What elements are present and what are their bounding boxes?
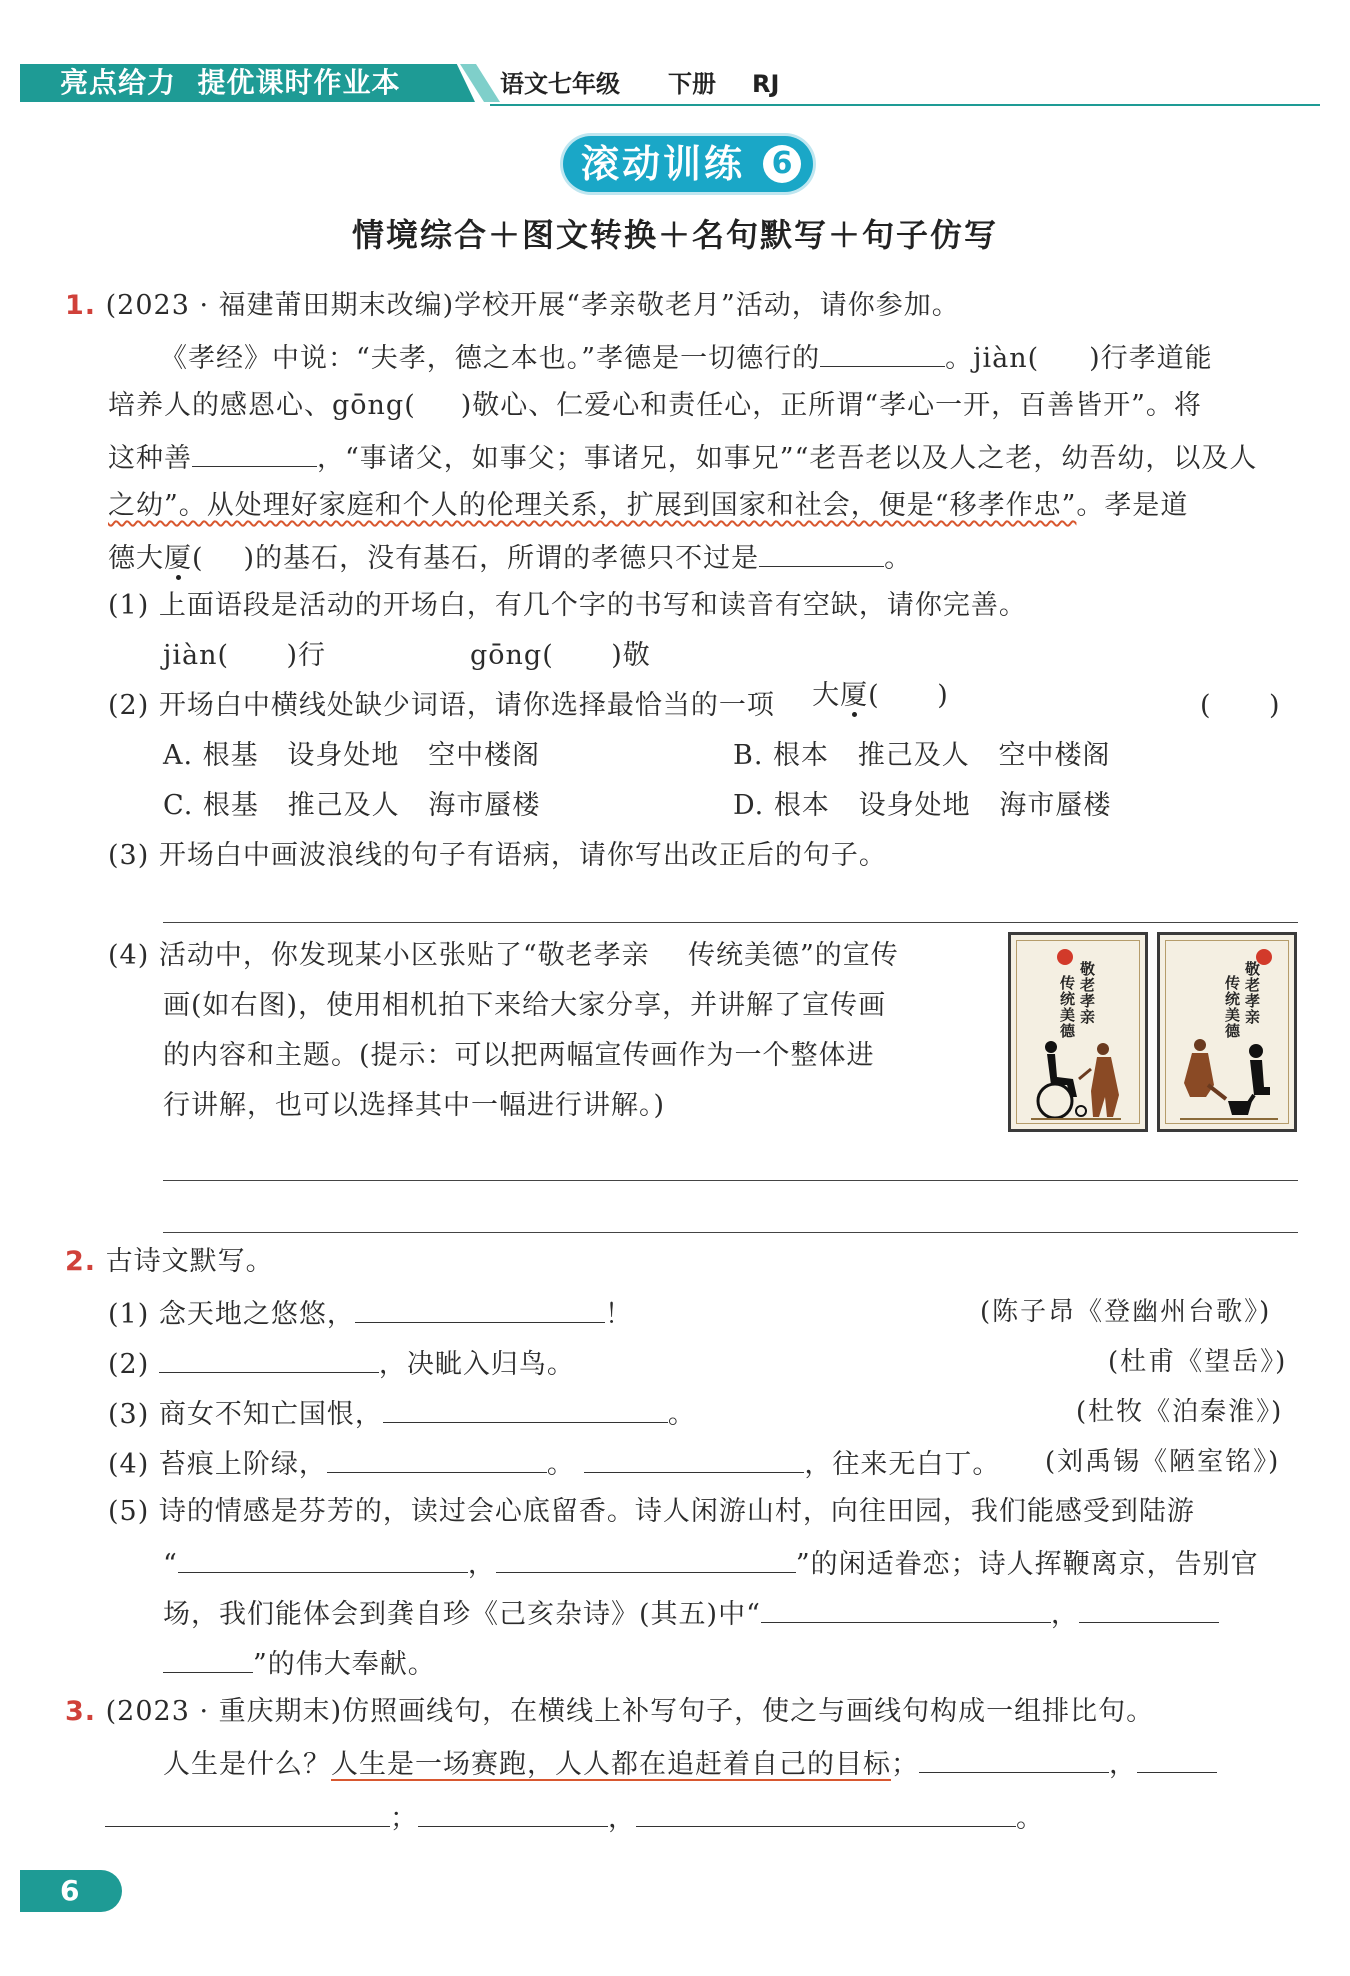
q3-line2 bbox=[105, 1796, 1044, 1839]
q3-blank-3[interactable] bbox=[105, 1796, 390, 1827]
q1-p3a: 这种善 bbox=[108, 443, 192, 474]
header-brand: 亮点给力 提优课时作业本 bbox=[60, 66, 401, 99]
q1-sub1-item-a[interactable]: jiàn( )行 bbox=[163, 640, 327, 671]
q2-blank-8[interactable] bbox=[761, 1592, 1051, 1623]
q2-l3-post: 。 bbox=[667, 1399, 696, 1430]
poster-right-footbath-figure-icon bbox=[1170, 1035, 1285, 1125]
section-subtitle: 情境综合＋图文转换＋名句默写＋句子仿写 bbox=[351, 216, 998, 254]
q2-l2-post: ，决眦入归鸟。 bbox=[378, 1349, 575, 1380]
q1-passage-line1 bbox=[160, 336, 1213, 379]
q1-sub4-line2: 画(如右图)，使用相机拍下来给大家分享，并讲解了宣传画 bbox=[163, 990, 887, 1021]
q3-l1-post: ； bbox=[891, 1749, 919, 1780]
q1-p5a: 德大 bbox=[108, 543, 164, 574]
q2-l4-pre: (4) 苔痕上阶绿， bbox=[108, 1449, 327, 1480]
q2-line5c bbox=[163, 1592, 1219, 1635]
q3-l2-semi: ； bbox=[390, 1803, 418, 1834]
q1-option-a[interactable]: A. 根基 设身处地 空中楼阁 bbox=[163, 740, 541, 771]
q3-l2-end: 。 bbox=[1016, 1803, 1044, 1834]
q2-l1-source: (陈子昂《登幽州台歌》) bbox=[980, 1297, 1272, 1327]
q1-p5c: )的基石，没有基石，所谓的孝德只不过是 bbox=[243, 543, 760, 574]
q1-passage-line5 bbox=[108, 536, 912, 579]
q1-sub4-line1: (4) 活动中，你发现某小区张贴了“敬老孝亲 传统美德”的宣传 bbox=[108, 940, 899, 971]
q2-l4-source: (刘禹锡《陋室铭》) bbox=[1045, 1447, 1281, 1477]
page-number-tab bbox=[20, 1870, 122, 1912]
header-volume: 下册 bbox=[668, 70, 716, 98]
header-rule bbox=[490, 104, 1320, 106]
q3-blank-1[interactable] bbox=[919, 1742, 1109, 1773]
q3-l1-pre: 人生是什么？ bbox=[163, 1749, 331, 1780]
q1-sub4-line3: 的内容和主题。(提示：可以把两幅宣传画作为一个整体进 bbox=[163, 1040, 875, 1071]
q3-blank-2[interactable] bbox=[1137, 1742, 1217, 1773]
q2-title: 古诗文默写。 bbox=[105, 1246, 274, 1277]
q1-sub1: (1) 上面语段是活动的开场白，有几个字的书写和读音有空缺，请你完善。 bbox=[108, 590, 1027, 621]
q1-sub1-c-dot: 厦 bbox=[840, 680, 869, 711]
q1-sub1-item-b[interactable]: gōng( )敬 bbox=[470, 640, 651, 671]
q3-intro: (2023 · 重庆期末)仿照画线句，在横线上补写句子，使之与画线句构成一组排比句。 bbox=[105, 1696, 1155, 1727]
q1-sub3-answer-line[interactable] bbox=[163, 922, 1298, 923]
q3-underlined-sentence: 人生是一场赛跑，人人都在追赶着自己的目标 bbox=[331, 1749, 891, 1780]
q1-p5b: ( bbox=[192, 543, 204, 574]
q1-p1a: 《孝经》中说：“夫孝，德之本也。”孝德是一切德行的 bbox=[160, 343, 821, 374]
q1-sub4-line4: 行讲解，也可以选择其中一幅进行讲解。) bbox=[163, 1090, 666, 1121]
q2-line4 bbox=[108, 1442, 1000, 1485]
q1-number: 1. bbox=[65, 290, 97, 321]
q1-p2a: 培养人的感恩心、gōng( bbox=[108, 390, 416, 421]
q1-option-c[interactable]: C. 根基 推己及人 海市蜃楼 bbox=[163, 790, 541, 821]
poster-left-seal-icon bbox=[1057, 949, 1073, 965]
q2-l4-post: ，往来无白丁。 bbox=[804, 1449, 1001, 1480]
q1-passage-line3 bbox=[108, 436, 1257, 479]
q2-l1-post: ！ bbox=[604, 1299, 633, 1330]
q2-l5c-mid: ， bbox=[1050, 1599, 1079, 1630]
page-number: 6 bbox=[60, 1874, 80, 1907]
q1-p1b: 。jiàn( bbox=[945, 343, 1040, 374]
header-edition: RJ bbox=[752, 70, 780, 98]
q1-sub1-c-pre: 大 bbox=[812, 680, 841, 711]
q2-blank-3[interactable] bbox=[383, 1392, 668, 1423]
section-badge bbox=[563, 136, 813, 192]
q3-line1 bbox=[163, 1742, 1217, 1785]
q2-blank-6[interactable] bbox=[178, 1542, 468, 1573]
q2-l2-pre: (2) bbox=[108, 1349, 150, 1380]
q3-blank-5[interactable] bbox=[636, 1796, 1016, 1827]
q1-blank-1[interactable] bbox=[820, 336, 945, 367]
q2-l5c-pre: 场，我们能体会到龚自珍《己亥杂诗》(其五)中“ bbox=[163, 1599, 761, 1630]
q2-line5d bbox=[163, 1642, 436, 1685]
q2-blank-2[interactable] bbox=[159, 1342, 379, 1373]
poster-right bbox=[1157, 932, 1297, 1132]
q1-wavy-sentence: 之幼”。从处理好家庭和个人的伦理关系，扩展到国家和社会，便是“移孝作忠” bbox=[108, 490, 1077, 521]
q1-sub2: (2) 开场白中横线处缺少词语，请你选择最恰当的一项 bbox=[108, 690, 775, 721]
poster-right-subtitle: 传统美德 bbox=[1223, 975, 1241, 1039]
q2-blank-9-cont[interactable] bbox=[163, 1642, 253, 1673]
q2-l5d-post: ”的伟大奉献。 bbox=[253, 1649, 436, 1680]
q2-blank-4[interactable] bbox=[327, 1442, 547, 1473]
poster-left-subtitle: 传统美德 bbox=[1058, 975, 1076, 1039]
section-badge-text: 滚动训练 bbox=[581, 141, 746, 186]
q1-p5d: 。 bbox=[884, 543, 913, 574]
q3-blank-4[interactable] bbox=[418, 1796, 608, 1827]
q1-line-intro bbox=[65, 286, 960, 326]
q2-blank-9[interactable] bbox=[1079, 1592, 1219, 1623]
q1-p3b: ，“事诸父，如事父；事诸兄，如事兄”“老吾老以及人之老，幼吾幼，以及人 bbox=[317, 443, 1258, 474]
q1-option-b[interactable]: B. 根本 推己及人 空中楼阁 bbox=[733, 740, 1111, 771]
q2-blank-1[interactable] bbox=[355, 1292, 605, 1323]
q2-blank-7[interactable] bbox=[496, 1542, 796, 1573]
q1-passage-line4 bbox=[108, 486, 1188, 526]
poster-left-wheelchair-figure-icon bbox=[1021, 1035, 1136, 1125]
q1-p2b: )敬心、仁爱心和责任心，正所谓“孝心一开，百善皆开”。将 bbox=[460, 390, 1202, 421]
q2-l5b-mid: ， bbox=[467, 1549, 496, 1580]
q2-number: 2. bbox=[65, 1246, 97, 1277]
header-bar bbox=[20, 60, 1320, 106]
q2-l1-pre: (1) 念天地之悠悠， bbox=[108, 1299, 355, 1330]
q1-sub2-answer-paren[interactable]: ( ) bbox=[1200, 690, 1281, 721]
q2-line5a: (5) 诗的情感是芬芳的，读过会心底留香。诗人闲游山村，向往田园，我们能感受到陆游 bbox=[108, 1496, 1195, 1527]
q2-l2-source: (杜甫《望岳》) bbox=[1108, 1347, 1288, 1377]
q3-heading bbox=[65, 1692, 1154, 1732]
q2-l3-source: (杜牧《泊秦淮》) bbox=[1076, 1397, 1284, 1427]
q1-sub1-c-post: ( ) bbox=[868, 680, 949, 711]
q3-l1-comma: ， bbox=[1109, 1749, 1137, 1780]
q1-sub3: (3) 开场白中画波浪线的句子有语病，请你写出改正后的句子。 bbox=[108, 840, 887, 871]
q2-line3 bbox=[108, 1392, 696, 1435]
q1-sub4-answer-line-1[interactable] bbox=[163, 1180, 1298, 1181]
q1-blank-3[interactable] bbox=[759, 536, 884, 567]
q2-l4-mid: 。 bbox=[546, 1449, 575, 1480]
q1-option-d[interactable]: D. 根本 设身处地 海市蜃楼 bbox=[733, 790, 1112, 821]
q1-dotted-char: 厦 bbox=[164, 543, 192, 574]
q2-l3-pre: (3) 商女不知亡国恨， bbox=[108, 1399, 383, 1430]
q1-intro: (2023 · 福建莆田期末改编)学校开展“孝亲敬老月”活动，请你参加。 bbox=[105, 290, 960, 321]
q1-passage-line2 bbox=[108, 386, 1202, 426]
q1-blank-2[interactable] bbox=[192, 436, 317, 467]
q3-l2-comma: ， bbox=[608, 1803, 636, 1834]
header-subject: 语文七年级 bbox=[500, 70, 620, 98]
q1-sub4-answer-line-2[interactable] bbox=[163, 1232, 1298, 1233]
poster-right-title: 敬老孝亲 bbox=[1243, 961, 1261, 1025]
q2-line5b bbox=[163, 1542, 1259, 1585]
q1-p1c: )行孝道能 bbox=[1089, 343, 1213, 374]
q2-heading bbox=[65, 1242, 274, 1282]
q2-line1 bbox=[108, 1292, 633, 1335]
q1-p4b: 。孝是道 bbox=[1076, 490, 1189, 521]
q2-l5b-pre: “ bbox=[163, 1549, 178, 1580]
poster-left bbox=[1008, 932, 1148, 1132]
q3-number: 3. bbox=[65, 1696, 97, 1727]
q2-blank-5[interactable] bbox=[584, 1442, 804, 1473]
q1-sub1-item-c[interactable] bbox=[793, 636, 949, 716]
poster-left-title: 敬老孝亲 bbox=[1078, 961, 1096, 1025]
q2-line2 bbox=[108, 1342, 575, 1385]
q2-l5b-post: ”的闲适眷恋；诗人挥鞭离京，告别官 bbox=[795, 1549, 1259, 1580]
section-badge-number: 6 bbox=[763, 145, 801, 183]
